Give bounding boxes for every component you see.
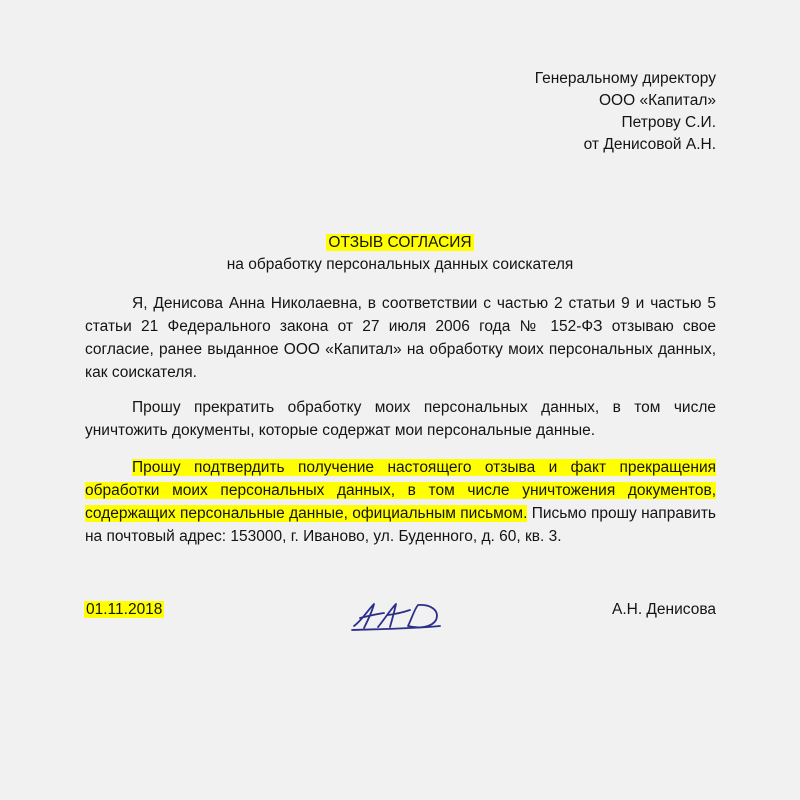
sender-name: от Денисовой А.Н. [583, 136, 716, 153]
document-title: ОТЗЫВ СОГЛАСИЯ [328, 234, 472, 251]
handwritten-signature [348, 596, 448, 636]
addressee-company: ООО «Капитал» [598, 92, 716, 109]
mailing-address-text: Письмо прошу направить на почтовый адрес: 153000, г. Иваново, ул. Буденного, д. 60, кв. 3. [85, 505, 717, 545]
body-paragraph-2: Прошу прекратить обработку моих персональных данных, в том числе уничтожить документы, которые содержат мои персональные данные. [85, 399, 716, 439]
document-subtitle: на обработку персональных данных соискателя [226, 256, 574, 273]
body-paragraph-1: Я, Денисова Анна Николаевна, в соответствии с частью 2 статьи 9 и частью 5 статьи 21 Федерального закона от 27 июля 2006 года № 152-ФЗ отзываю свое согласие, ранее выданное ООО «Капитал» на обработку моих персональных данных, как соискателя. [85, 295, 716, 381]
date-value: 01.11.2018 [86, 601, 163, 618]
highlighted-request: Прошу подтвердить получение настоящего отзыва и факт прекращения обработки моих персональных данных, в том числе уничтожения документов, содержащих персональные данные, официальным письмом. [85, 459, 716, 522]
document-title-block [0, 232, 800, 276]
addressee-block [535, 68, 716, 156]
addressee-position: Генеральному директору [534, 70, 716, 87]
document-date [84, 600, 164, 620]
body-paragraph-3 [85, 456, 716, 548]
signer-name: А.Н. Денисова [611, 601, 716, 618]
addressee-name: Петрову С.И. [621, 114, 716, 131]
